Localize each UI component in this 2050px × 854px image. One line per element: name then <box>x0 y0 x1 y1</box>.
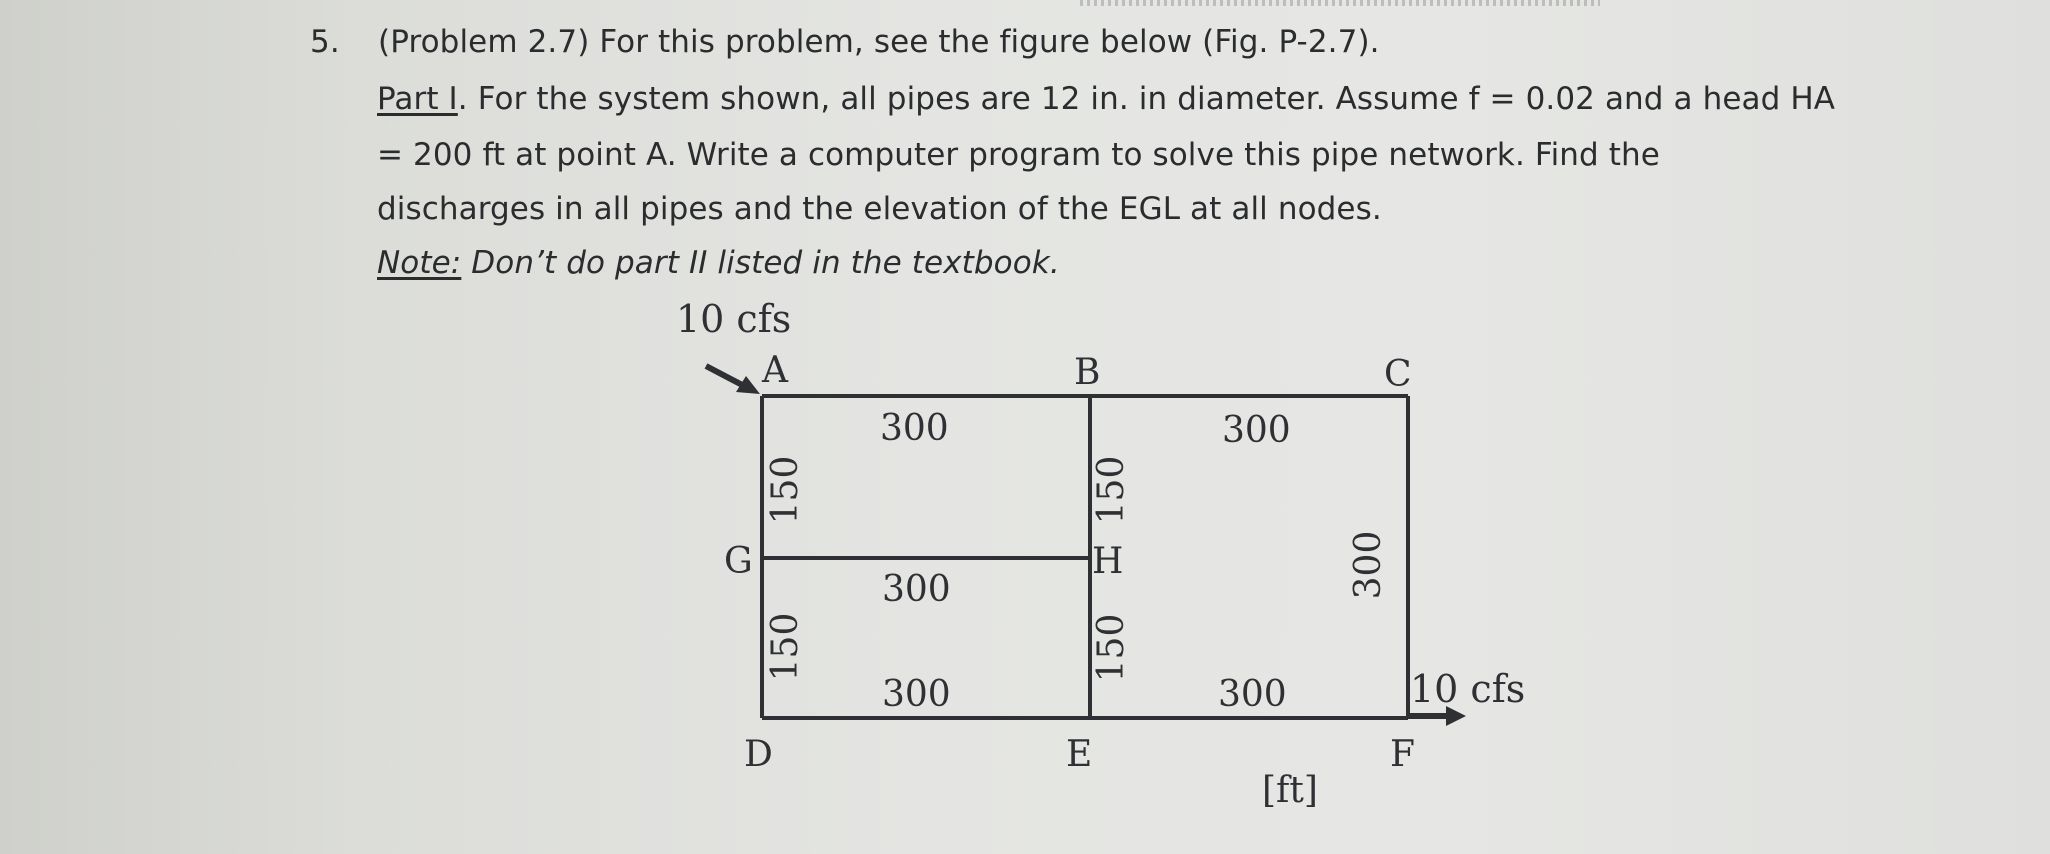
node-B: B <box>1074 352 1101 393</box>
outflow-label: 10 cfs <box>1410 667 1526 711</box>
note-label: Note: <box>377 245 462 281</box>
unit-label: [ft] <box>1262 770 1318 811</box>
problem-heading: (Problem 2.7) For this problem, see the figure below (Fig. P-2.7). <box>378 24 1380 60</box>
length-AG: 150 <box>765 455 806 525</box>
problem-line-2: = 200 ft at point A. Write a computer program to solve this pipe network. Find the <box>377 137 1660 173</box>
length-BH: 150 <box>1091 455 1132 525</box>
length-BC: 300 <box>1222 410 1291 451</box>
node-A: A <box>762 350 788 391</box>
problem-number: 5. <box>310 24 340 60</box>
length-CF: 300 <box>1348 530 1389 600</box>
problem-line-1-text: . For the system shown, all pipes are 12 in. in diameter. Assume f = 0.02 and a head HA <box>457 81 1836 117</box>
length-GH: 300 <box>882 569 951 610</box>
node-H: H <box>1092 541 1124 582</box>
inflow-arrow <box>706 366 760 394</box>
node-F: F <box>1390 734 1415 775</box>
length-AB: 300 <box>880 408 949 449</box>
node-G: G <box>724 541 753 582</box>
node-C: C <box>1384 354 1412 395</box>
node-D: D <box>744 734 773 775</box>
length-DE: 300 <box>882 674 951 715</box>
problem-line-3: discharges in all pipes and the elevation of the EGL at all nodes. <box>377 191 1382 227</box>
length-GD: 150 <box>765 612 806 682</box>
part-label: Part I <box>377 81 458 117</box>
inflow-label: 10 cfs <box>676 297 792 341</box>
node-E: E <box>1066 734 1093 775</box>
length-EF: 300 <box>1218 674 1287 715</box>
note-text: Don’t do part II listed in the textbook. <box>461 245 1060 281</box>
length-HE: 150 <box>1091 613 1132 683</box>
